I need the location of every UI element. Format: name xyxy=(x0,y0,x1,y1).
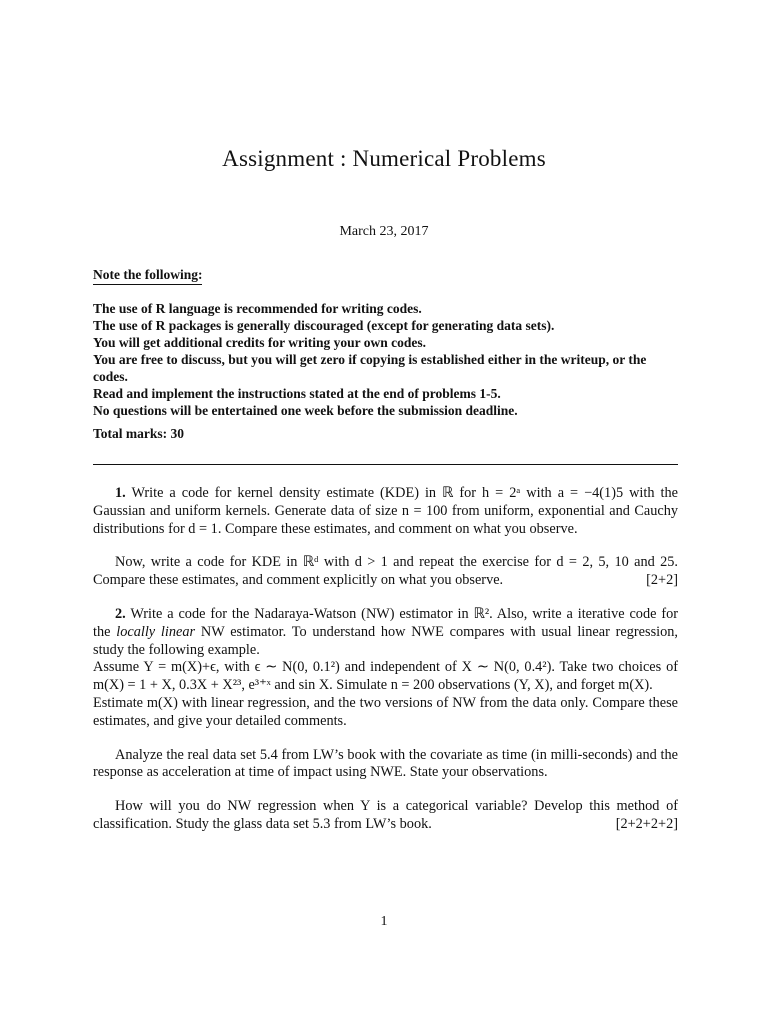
problem-1-number: 1. xyxy=(115,485,126,501)
problem-1-text-2: Now, write a code for KDE in ℝᵈ with d > 1 and repeat the exercise for d = 2, 5, 10 and 25. Compare these estimates, and comment explicitly on what you observe. xyxy=(93,554,678,589)
problem-2-paragraph-1 xyxy=(93,606,678,659)
problem-2-emphasis: locally linear xyxy=(116,623,196,640)
problem-2-paragraph-5 xyxy=(93,798,678,834)
problem-1-text-1: Write a code for kernel density estimate (KDE) in ℝ for h = 2ᵃ with a = −4(1)5 with the Gaussian and uniform kernels. Generate data of size n = 100 from uniform, exponential and Cauchy distributions for d = 1. Compare these estimates, and comment on what you observe. xyxy=(93,485,678,537)
problem-2-paragraph-4: Analyze the real data set 5.4 from LW’s book with the covariate as time (in milli-seconds) and the response as acceleration at time of impact using NWE. State your observations. xyxy=(93,746,678,781)
note-item: You will get additional credits for writing your own codes. xyxy=(93,335,427,350)
problem-2-text-1b: NW estimator. To understand how NWE compares with usual linear regression, study the following example. xyxy=(93,623,678,658)
document-date: March 23, 2017 xyxy=(339,224,429,239)
note-item: The use of R language is recommended for writing codes. xyxy=(93,301,422,316)
problem-2-text-1a: Write a code for the Nadaraya-Watson (NW) estimator in ℝ². Also, write a iterative code for the xyxy=(93,605,678,640)
problem-1-marks: [2+2] xyxy=(646,572,678,589)
page-number: 1 xyxy=(380,914,388,929)
total-marks: Total marks: 30 xyxy=(93,426,185,441)
problem-2-text-5: How will you do NW regression when Y is a categorical variable? Develop this method of classification. Study the glass data set 5.3 from LW’s book. xyxy=(93,798,678,832)
note-item: Read and implement the instructions stated at the end of problems 1-5. xyxy=(93,386,501,401)
note-item: You are free to discuss, but you will get zero if copying is established either in the writeup, or the codes. xyxy=(93,352,647,384)
note-item: No questions will be entertained one week before the submission deadline. xyxy=(93,403,518,418)
problems-section xyxy=(93,485,678,850)
problem-1-paragraph-1 xyxy=(93,485,678,538)
problem-2-number: 2. xyxy=(115,605,126,622)
note-item: The use of R packages is generally discouraged (except for generating data sets). xyxy=(93,318,555,333)
problem-1-paragraph-2 xyxy=(93,554,678,590)
problem-2-paragraph-2: Assume Y = m(X)+ϵ, with ϵ ∼ N(0, 0.1²) and independent of X ∼ N(0, 0.4²). Take two choices of m(X) = 1 + X, 0.3X + X²³, e³⁺ˣ and sin X. Simulate n = 200 observations (Y, X), and forget m(X). xyxy=(93,659,678,694)
problem-2-marks: [2+2+2+2] xyxy=(615,815,678,832)
notes-list xyxy=(93,300,683,419)
document-title: Assignment : Numerical Problems xyxy=(222,146,546,171)
note-heading: Note the following: xyxy=(93,267,202,285)
problem-2-paragraph-3: Estimate m(X) with linear regression, and the two versions of NW from the data only. Compare these estimates, and give your detailed comments. xyxy=(93,694,678,729)
horizontal-rule xyxy=(93,464,678,465)
